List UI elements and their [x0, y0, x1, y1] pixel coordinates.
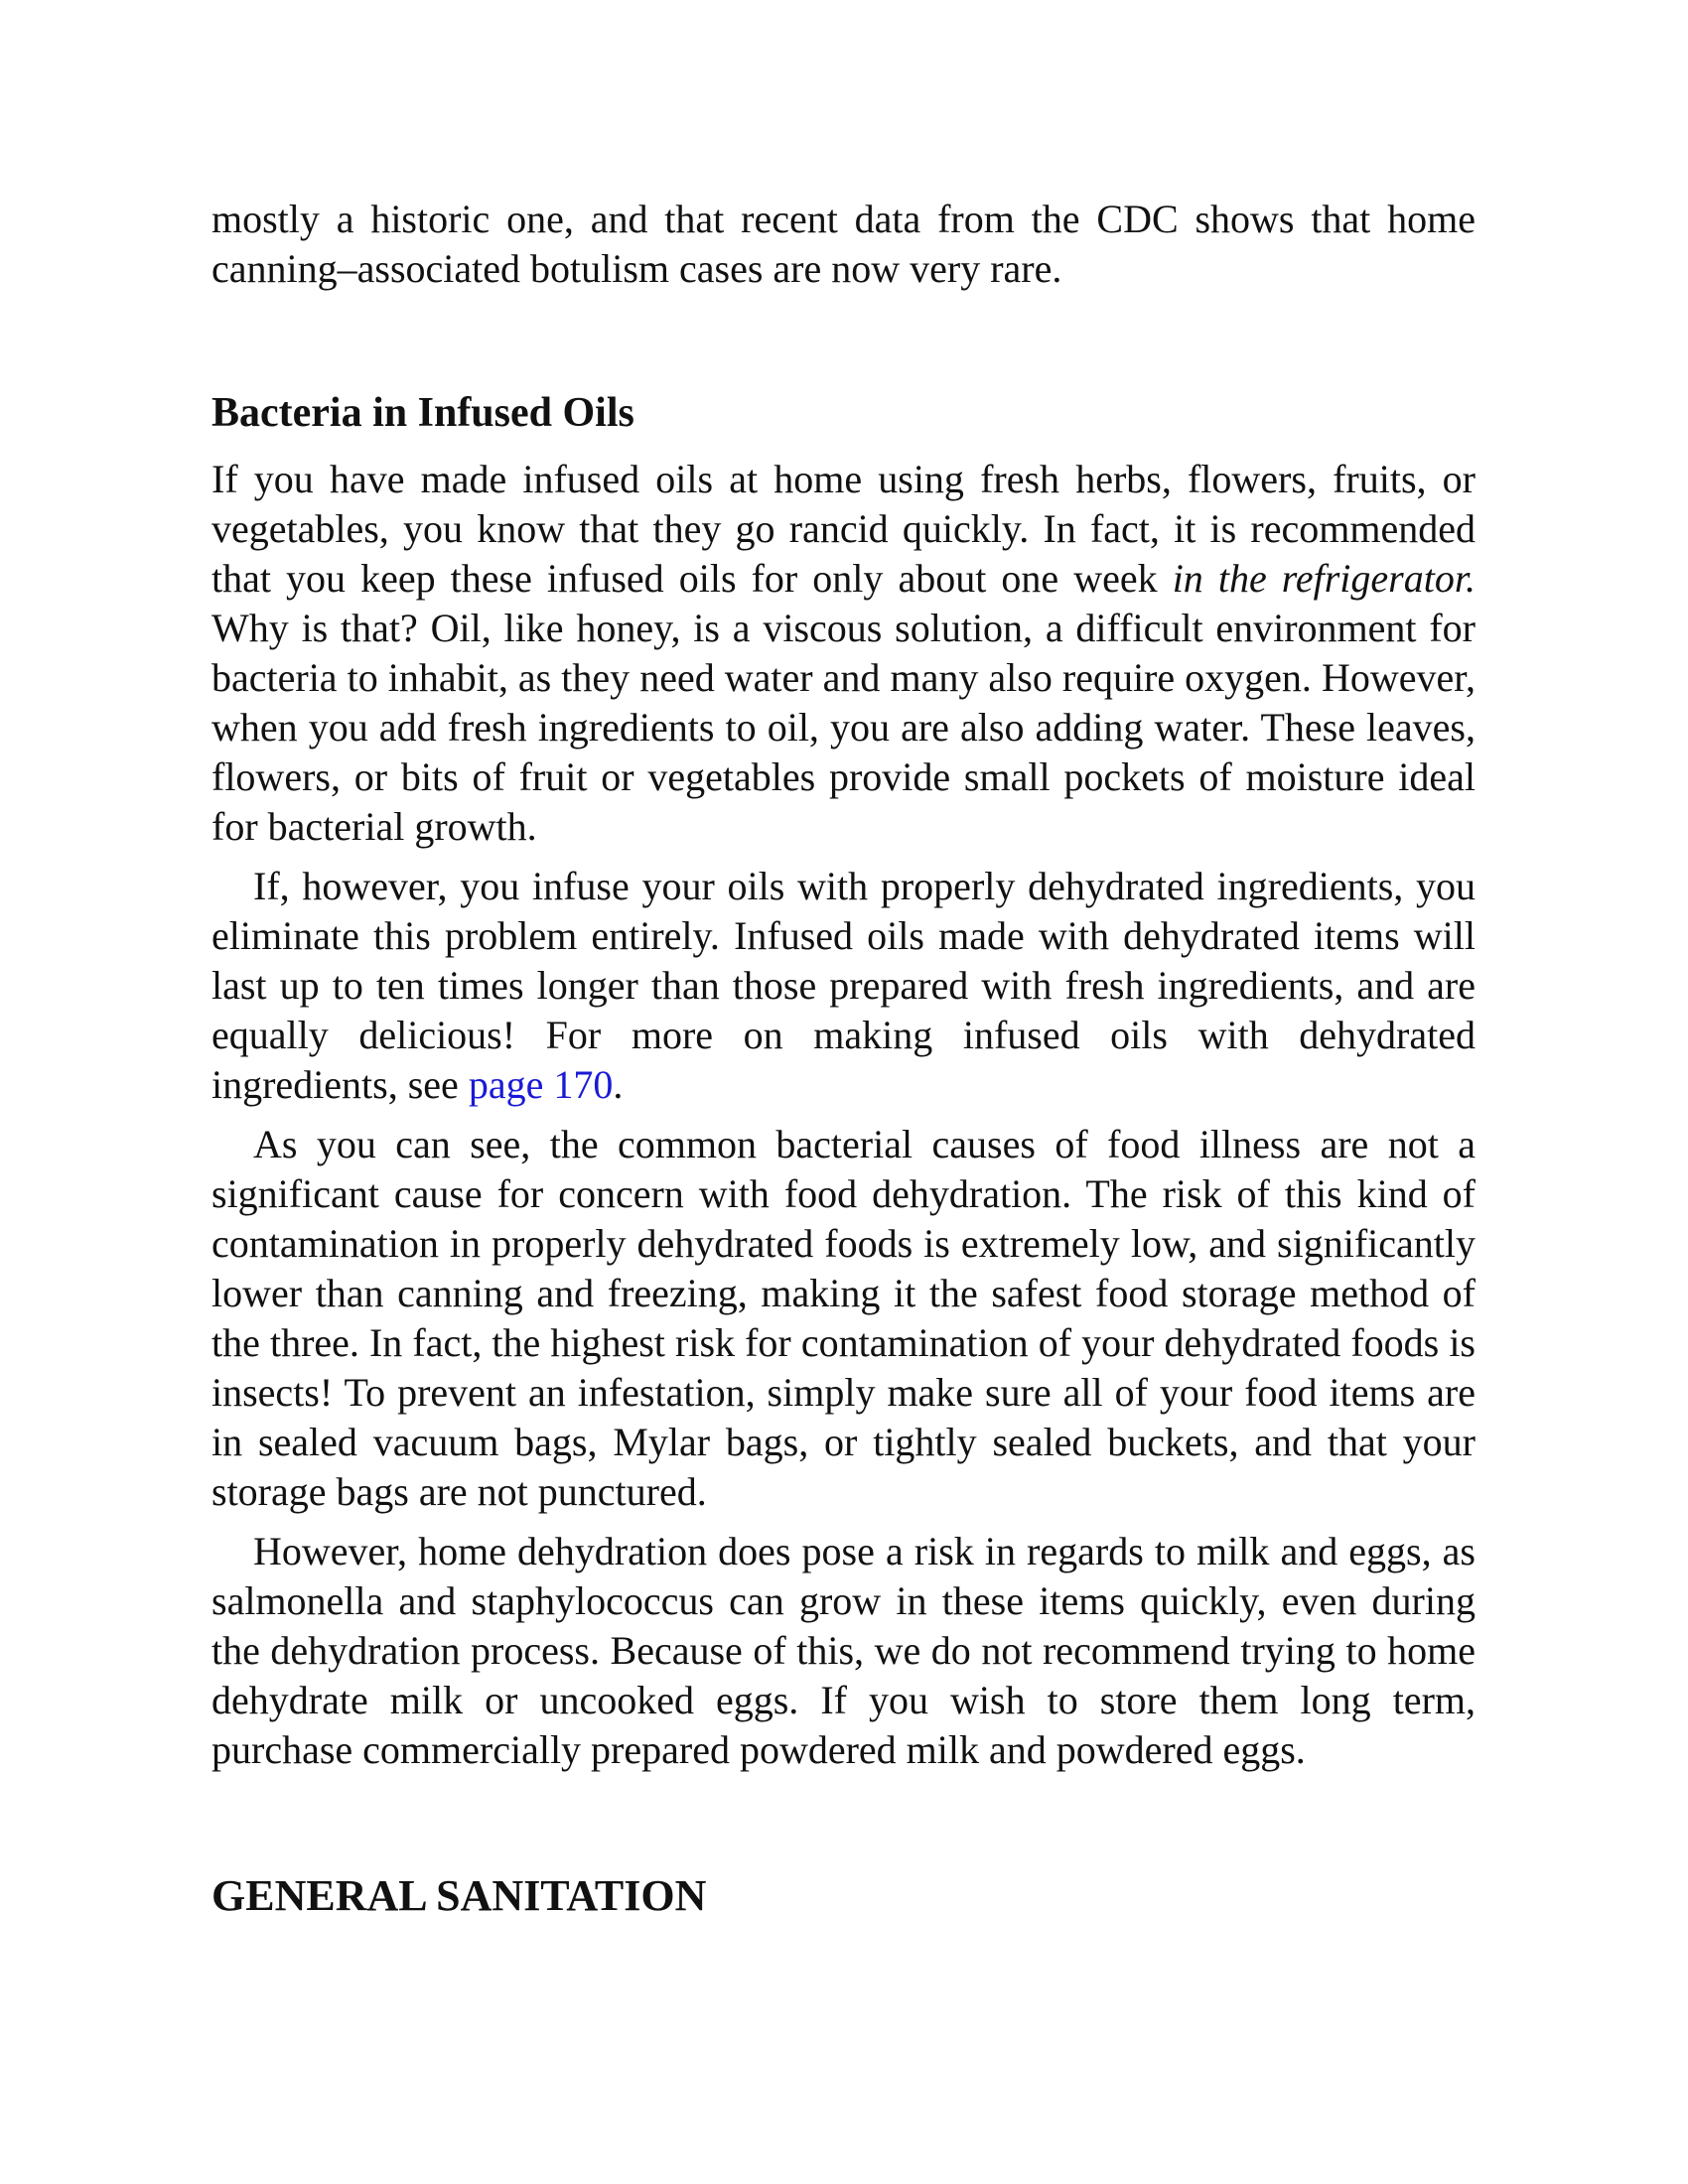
section-heading: GENERAL SANITATION: [211, 1871, 707, 1920]
subsection-heading: Bacteria in Infused Oils: [211, 390, 634, 436]
paragraph-bacterial-causes: As you can see, the common bacterial causes of food illness are not a significant cause for concern with food dehydration. The risk of this kind of contamination in properly dehydrated foods is extremely low, and significantly lower than canning and freezing, making it the safest food storage method of the three. In fact, the highest risk for contamination of your dehydrated foods is insects! To prevent an infestation, simply make sure all of your food items are in sealed vacuum bags, Mylar bags, or tightly sealed buckets, and that your storage bags are not punctured.: [211, 1122, 1476, 1514]
paragraph-text: If you have made infused oils at home using fresh herbs, flowers, fruits, or vegetables, you know that they go rancid quickly. In fact, it is recommended that you keep these infused oils for only about one week: [211, 457, 1476, 601]
italic-phrase: in the refrigerator.: [1172, 556, 1476, 601]
paragraph-infused-oils: [211, 455, 1476, 852]
paragraph-text: Why is that? Oil, like honey, is a viscous solution, a difficult environment for bacteria to inhabit, as they need water and many also require oxygen. However, when you add fresh ingredients to oil, you are also adding water. These leaves, flowers, or bits of fruit or vegetables provide small pockets of moisture ideal for bacterial growth.: [211, 606, 1476, 849]
page-reference-link[interactable]: page 170: [468, 1062, 614, 1107]
paragraph-milk-and-eggs: However, home dehydration does pose a risk in regards to milk and eggs, as salmonella and staphylococcus can grow in these items quickly, even during the dehydration process. Because of this, we do not recommend trying to home dehydrate milk or uncooked eggs. If you wish to store them long term, purchase commercially prepared powdered milk and powdered eggs.: [211, 1529, 1476, 1772]
intro-paragraph: mostly a historic one, and that recent data from the CDC shows that home canning–associated botulism cases are now very rare.: [211, 197, 1476, 291]
paragraph-dehydrated-ingredients: [211, 862, 1476, 1110]
paragraph-text: If, however, you infuse your oils with properly dehydrated ingredients, you eliminate this problem entirely. Infused oils made with dehydrated items will last up to ten times longer than those prepared with fresh ingredients, and are equally delicious! For more on making infused oils with dehydrated ingredients, see: [211, 864, 1476, 1107]
page-content: [211, 195, 1476, 1921]
paragraph-text: .: [613, 1062, 624, 1107]
